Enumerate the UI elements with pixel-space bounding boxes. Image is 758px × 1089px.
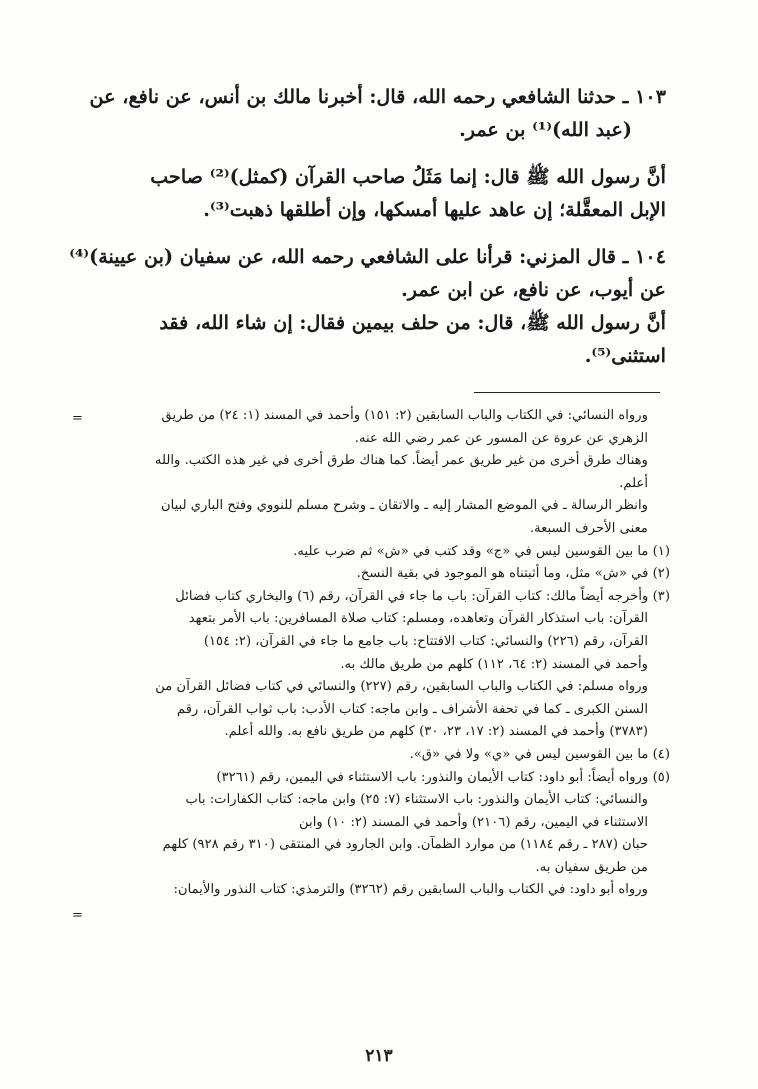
footnote-divider bbox=[474, 392, 660, 393]
text-line: أنَّ رسول الله ﷺ، قال: من حلف بيمين فقال: إن شاء الله، فقد bbox=[159, 311, 666, 334]
footnote-line: القرآن: باب استذكار القرآن وتعاهده، ومسلم: كتاب صلاة المسافرين: باب الأمر بتعهد bbox=[188, 611, 648, 627]
text-line: ١٠٣ ـ حدثنا الشافعي رحمه الله، قال: أخبرنا مالك بن أنس، عن نافع، عن bbox=[89, 85, 666, 108]
text-line: الإبل المعقَّلة؛ إن عاهد عليها أمسكها، وإن أطلقها ذهبت⁽³⁾. bbox=[203, 198, 666, 221]
footnote-line: والنسائي: كتاب الأيمان والنذور: باب الاستثناء (٧: ٢٥) وابن ماجه: كتاب الكفارات: باب bbox=[185, 792, 648, 808]
footnote-line: ورواه أبو داود: في الكتاب والباب السابقين رقم (٣٢٦٢) والترمذي: كتاب النذور والأيمان: bbox=[173, 882, 648, 898]
footnote-line: أعلم. bbox=[619, 475, 648, 491]
footnote-1: (١) ما بين القوسين ليس في «ج» وقد كتب في «ش» ثم ضرب عليه. bbox=[293, 543, 670, 559]
footnote-5: (٥) ورواه أيضاً: أبو داود: كتاب الأيمان والنذور: باب الاستثناء في اليمين، رقم (٣٢٦١) bbox=[216, 769, 670, 785]
footnote-line: ورواه النسائي: في الكتاب والباب السابقين (٢: ١٥١) وأحمد في المسند (١: ٢٤) من طريق bbox=[161, 408, 648, 423]
hadith-104 bbox=[69, 240, 666, 372]
hadith-103 bbox=[89, 80, 666, 146]
continuation-mark: = bbox=[72, 908, 83, 923]
footnote-line: وانظر الرسالة ـ في الموضع المشار إليه ـ والاتقان ـ وشرح مسلم للنووي وفتح الباري لبيان bbox=[160, 498, 648, 514]
footnote-line: الزهري عن عروة عن المسور عن عمر رضي الله عنه. bbox=[354, 430, 648, 446]
footnote-line: السنن الكبرى ـ كما في تحفة الأشراف ـ وابن ماجه: كتاب الأدب: باب ثواب القرآن، رقم bbox=[176, 701, 648, 717]
hadith-103-matn bbox=[98, 160, 666, 226]
footnote-line: القرآن، رقم (٢٢٦) والنسائي: كتاب الافتتاح: باب جامع ما جاء في القرآن، (٢: ١٥٤) bbox=[203, 633, 648, 649]
text-line: عن أيوب، عن نافع، عن ابن عمر. bbox=[401, 278, 666, 301]
text-line: أنَّ رسول الله ﷺ قال: إنما مَثَلُ صاحب القرآن (كمثل)⁽²⁾ صاحب bbox=[150, 165, 666, 188]
footnote-2: (٢) في «ش» مثل، وما أثبتناه هو الموجود في بقية النسخ. bbox=[356, 566, 670, 582]
footnote-line: الاستثناء في اليمين، رقم (٢١٠٦) وأحمد في المسند (٢: ١٠) وابن bbox=[298, 814, 648, 830]
footnote-line: حبان (٢٨٧ ـ رقم ١١٨٤) من موارد الظمآن. وابن الجارود في المنتقى (٣١٠ رقم ٩٢٨) كلهم bbox=[162, 837, 648, 853]
footnote-line: وهناك طرق أخرى من غير طريق عمر أيضاً. كما هناك طرق أخرى في غير هذه الكتب. والله bbox=[154, 453, 648, 469]
footnote-line: (٣٧٨٣) وأحمد في المسند (٢: ١٧، ٢٣، ٣٠) كلهم من طريق نافع به. والله أعلم. bbox=[224, 724, 648, 740]
footnote-line: معنى الأحرف السبعة. bbox=[529, 520, 648, 536]
text-line: استثنى⁽⁵⁾. bbox=[584, 344, 666, 367]
main-hadith-text bbox=[69, 80, 666, 386]
footnote-3: (٣) وأخرجه أيضاً مالك: كتاب القرآن: باب ما جاء في القرآن، رقم (٦) والبخاري كتاب فضائل bbox=[175, 588, 670, 604]
footnote-line: وأحمد في المسند (٢: ٦٤، ١١٢) كلهم من طريق مالك به. bbox=[340, 656, 648, 672]
footnote-line: ورواه مسلم: في الكتاب والباب السابقين، رقم (٢٢٧) والنسائي في كتاب فضائل القرآن من bbox=[155, 679, 648, 695]
text-line: ١٠٤ ـ قال المزني: قرأنا على الشافعي رحمه الله، عن سفيان (بن عيينة)⁽⁴⁾ bbox=[69, 245, 666, 268]
footnote-4: (٤) ما بين القوسين ليس في «ي» ولا في «ق». bbox=[409, 746, 670, 762]
footnotes bbox=[72, 405, 670, 923]
page-number: ٢١٣ bbox=[365, 1046, 393, 1066]
continuation-mark: = bbox=[72, 411, 83, 426]
footnote-line: من طريق سفيان به. bbox=[535, 859, 648, 875]
text-line: (عبد الله)⁽¹⁾ بن عمر. bbox=[459, 118, 632, 141]
